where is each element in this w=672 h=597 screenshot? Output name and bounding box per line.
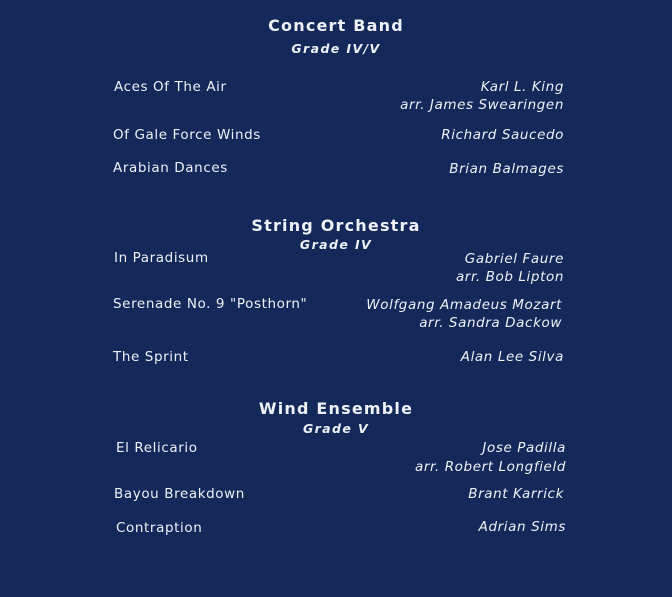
piece-title: Aces Of The Air [114, 79, 227, 95]
piece-composer: Richard Saucedo [441, 127, 564, 143]
section-heading-string-orchestra: String Orchestra [251, 216, 421, 235]
piece-composer: Jose Padilla [482, 440, 566, 456]
piece-composer: Karl L. King [480, 79, 564, 95]
section-grade-wind-ensemble: Grade V [302, 421, 370, 436]
piece-composer: Alan Lee Silva [460, 349, 564, 365]
piece-title: Arabian Dances [113, 160, 228, 176]
piece-composer: Gabriel Faure [464, 251, 564, 267]
piece-composer: Wolfgang Amadeus Mozart [366, 297, 562, 313]
piece-arranger: arr. Sandra Dackow [419, 315, 562, 331]
piece-title: The Sprint [113, 349, 189, 365]
piece-arranger: arr. Bob Lipton [455, 269, 564, 285]
section-grade-string-orchestra: Grade IV [299, 237, 373, 252]
piece-composer: Adrian Sims [478, 519, 566, 535]
piece-composer: Brian Balmages [449, 161, 564, 177]
section-heading-wind-ensemble: Wind Ensemble [258, 399, 414, 418]
piece-title: Contraption [116, 520, 203, 536]
section-grade-concert-band: Grade IV/V [291, 41, 381, 56]
piece-title: In Paradisum [114, 250, 209, 266]
section-heading-concert-band: Concert Band [268, 16, 404, 35]
piece-title: El Relicario [116, 440, 198, 456]
piece-arranger: arr. Robert Longfield [414, 459, 566, 475]
piece-title: Serenade No. 9 "Posthorn" [113, 296, 308, 312]
piece-title: Of Gale Force Winds [113, 127, 261, 143]
piece-arranger: arr. James Swearingen [400, 97, 564, 113]
piece-composer: Brant Karrick [468, 486, 564, 502]
piece-title: Bayou Breakdown [114, 486, 245, 502]
